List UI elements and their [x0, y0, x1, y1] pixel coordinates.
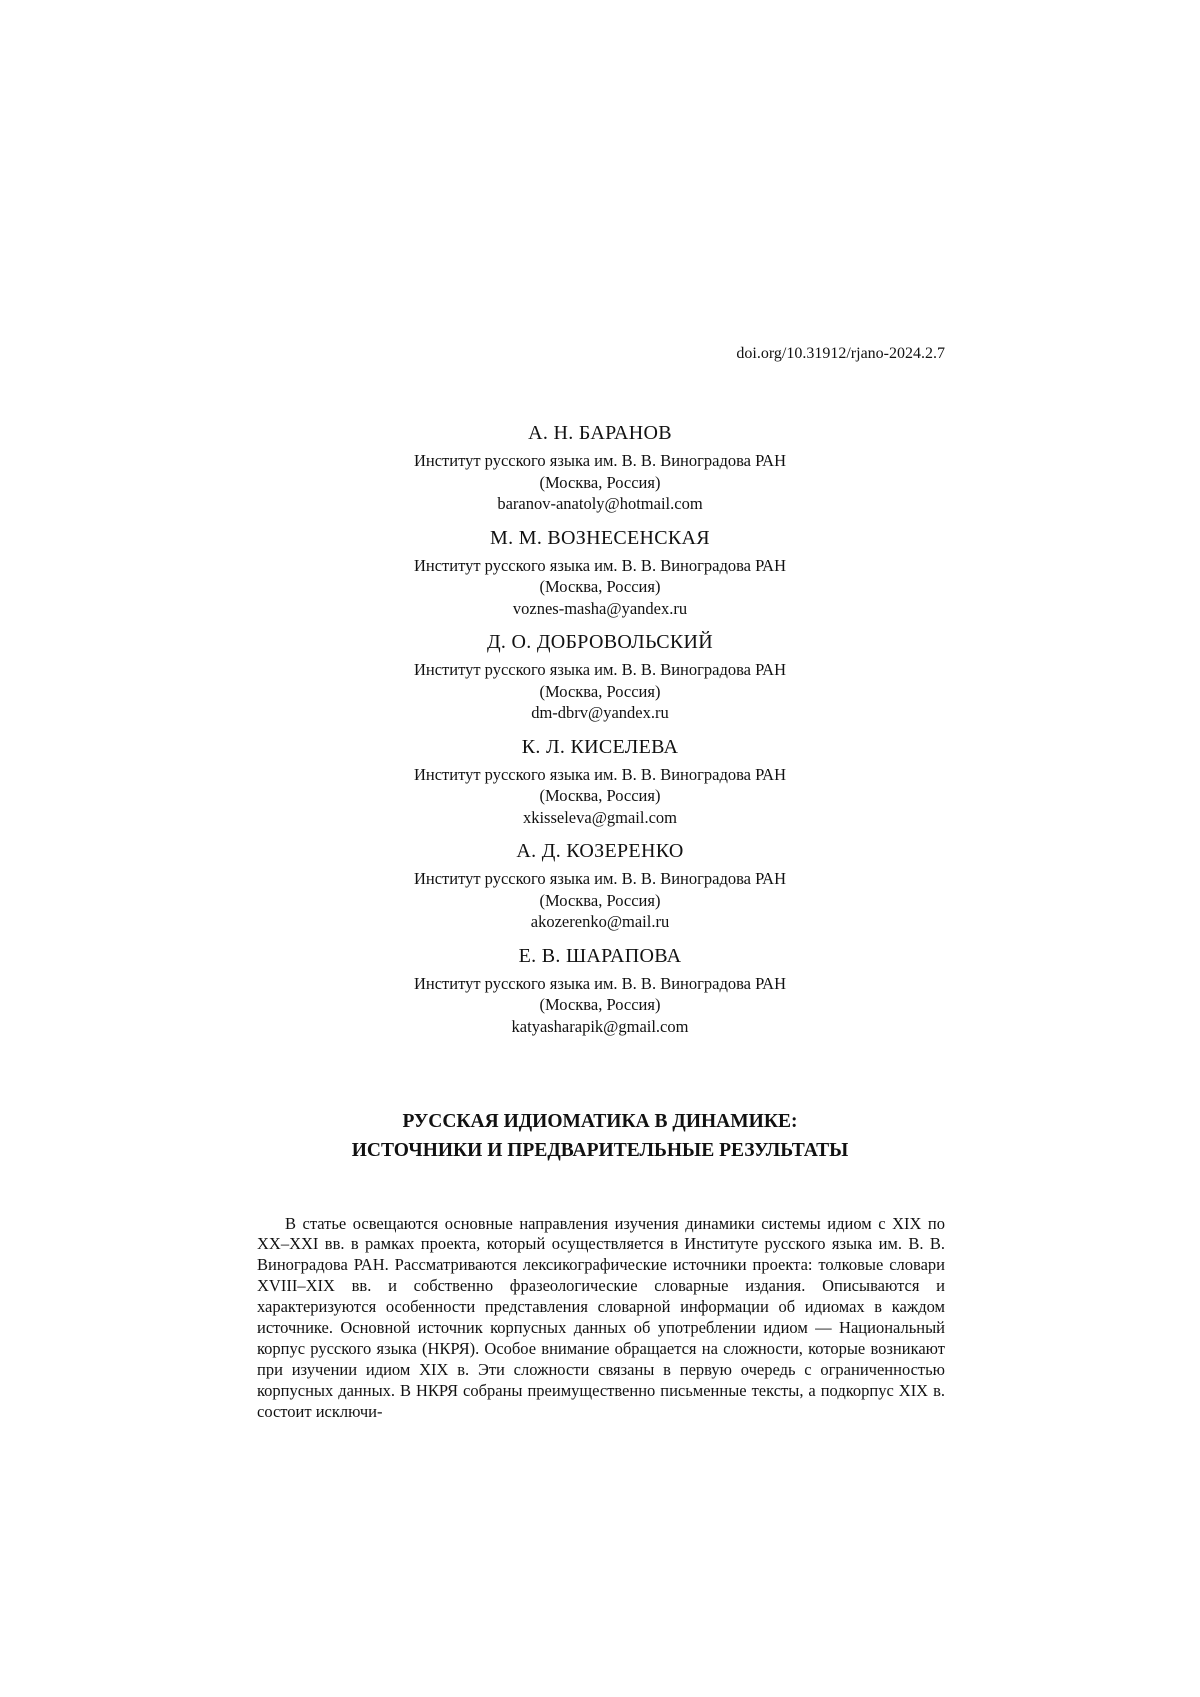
- author-name: Е. В. ШАРАПОВА: [518, 944, 682, 967]
- doi-link[interactable]: doi.org/10.31912/rjano-2024.2.7: [736, 345, 945, 362]
- author-location: (Москва, Россия): [539, 890, 661, 910]
- author-location: (Москва, Россия): [539, 786, 661, 805]
- author-name: М. М. ВОЗНЕСЕНСКАЯ: [490, 526, 710, 549]
- article-title: [0, 1107, 1200, 1165]
- author-name: К. Л. КИСЕЛЕВА: [521, 735, 679, 758]
- author-affiliation: Институт русского языка им. В. В. Виноградова РАН: [413, 764, 787, 784]
- author-location: (Москва, Россия): [539, 681, 661, 701]
- author-block: [0, 943, 1200, 1038]
- author-location: (Москва, Россия): [539, 995, 661, 1014]
- author-name: Д. О. ДОБРОВОЛЬСКИЙ: [486, 631, 714, 653]
- author-list: [0, 420, 1200, 1047]
- author-email[interactable]: akozerenko@mail.ru: [530, 912, 670, 931]
- author-block: [0, 420, 1200, 515]
- author-affiliation: Институт русского языка им. В. В. Виноградова РАН: [413, 869, 787, 888]
- abstract-paragraph: В статье освещаются основные направления изучения динамики системы идиом с XIX по XX–XXI вв. в рамках проекта, который осуществляется в Институте русского языка им. В. В. Виноградова РАН. Рассматриваются лексикографические источники проекта: толковые словари XVIII–XIX вв. и собственно фразеологические словарные издания. Описываются и характеризуются особенности представления словарной информации об идиомах в каждом источнике. Основной источник корпусных данных об употреблении идиом — Национальный корпус русского языка (НКРЯ). Особое внимание обращается на сложности, которые возникают при изучении идиом XIX в. Эти сложности связаны в первую очередь с ограниченностью корпусных данных. В НКРЯ собраны преимущественно письменные тексты, а подкорпус XIX в. состоит исключи-: [257, 1213, 945, 1421]
- article-title-line: ИСТОЧНИКИ И ПРЕДВАРИТЕЛЬНЫЕ РЕЗУЛЬТАТЫ: [351, 1140, 849, 1161]
- author-affiliation: Институт русского языка им. В. В. Виноградова РАН: [413, 973, 787, 993]
- author-block: [0, 838, 1200, 933]
- author-email[interactable]: dm-dbrv@yandex.ru: [531, 703, 669, 722]
- author-name: А. Д. КОЗЕРЕНКО: [516, 840, 684, 862]
- author-affiliation: Институт русского языка им. В. В. Виноградова РАН: [413, 451, 787, 470]
- author-email[interactable]: baranov-anatoly@hotmail.com: [497, 494, 703, 513]
- article-title-line: РУССКАЯ ИДИОМАТИКА В ДИНАМИКЕ:: [402, 1111, 798, 1132]
- author-block: [0, 629, 1200, 724]
- author-email[interactable]: xkisseleva@gmail.com: [522, 807, 678, 827]
- author-email[interactable]: katyasharapik@gmail.com: [511, 1016, 689, 1036]
- author-affiliation: Институт русского языка им. В. В. Виноградова РАН: [413, 660, 787, 679]
- author-location: (Москва, Россия): [539, 577, 661, 596]
- author-location: (Москва, Россия): [539, 472, 661, 492]
- author-name: А. Н. БАРАНОВ: [528, 422, 672, 444]
- author-email[interactable]: voznes-masha@yandex.ru: [512, 598, 688, 618]
- author-block: [0, 734, 1200, 829]
- author-affiliation: Институт русского языка им. В. В. Виноградова РАН: [413, 555, 787, 575]
- author-block: [0, 525, 1200, 620]
